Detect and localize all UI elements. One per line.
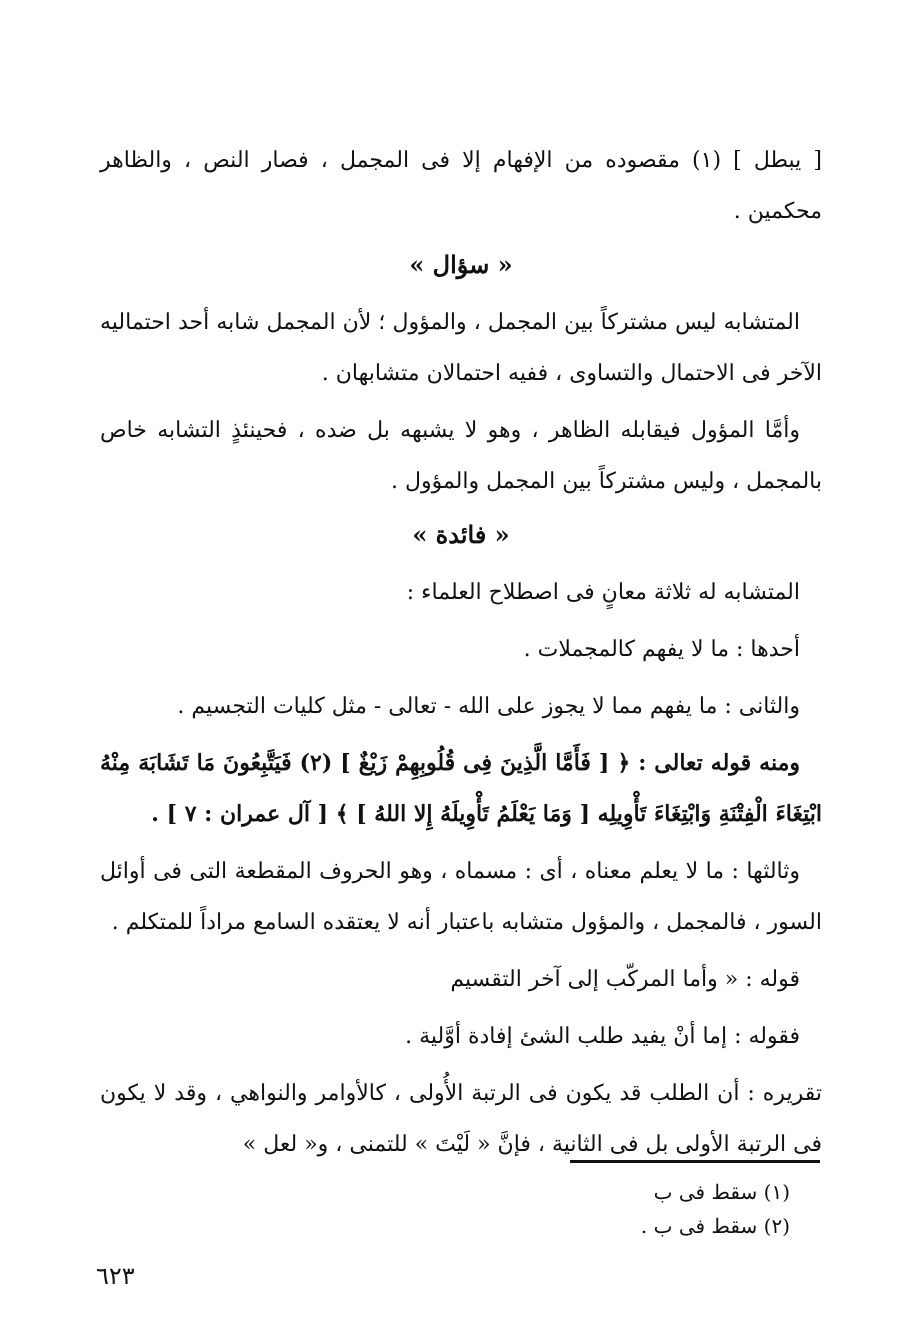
paragraph-continuation: [ يبطل ] (١) مقصوده من الإفهام إلا فى المجمل ، فصار النص ، والظاهر محكمين . [100,148,822,224]
paragraph-mutashabih-definition: المتشابه ليس مشتركاً بين المجمل ، والمؤول ؛ لأن المجمل شابه أحد احتماليه الآخر فى الاحتمال والتساوى ، ففيه احتمالان متشابهان . [100,310,822,386]
paragraph-second-meaning: والثانى : ما يفهم مما لا يجوز على الله - تعالى - مثل كليات التجسيم . [177,694,800,719]
paragraph-explanation: تقريره : أن الطلب قد يكون فى الرتبة الأُولى ، كالأوامر والنواهي ، وقد لا يكون فى الرتبة الأولى بل فى الثانية ، فإنَّ « لَيْتَ » للتمنى ، و« لعل » [100,1081,822,1157]
paragraph-muawwal: وأمَّا المؤول فيقابله الظاهر ، وهو لا يشبهه بل ضده ، فحينئذٍ التشابه خاص بالمجمل ، وليس مشتركاً بين المجمل والمؤول . [100,418,822,494]
heading-question: « سؤال » [409,250,513,279]
footnote-2: (٢) سقط فى ب . [640,1214,790,1238]
footnote-1: (١) سقط فى ب [653,1180,790,1204]
paragraph-third-meaning: وثالثها : ما لا يعلم معناه ، أى : مسماه ، وهو الحروف المقطعة التى فى أوائل السور ، فالمجمل ، والمؤول متشابه باعتبار أنه لا يعتقده السامع مراداً للمتكلم . [100,859,822,935]
paragraph-quran-quote: ومنه قوله تعالى : ﴿ [ فَأَمَّا الَّذِينَ فِى قُلُوبِهِمْ زَيْغٌ ] (٢) فَيَتَّبِعُونَ مَا تَشَابَهَ مِنْهُ ابْتِغَاءَ الْفِتْنَةِ وَابْتِغَاءَ تَأْوِيلِه [ وَمَا يَعْلَمُ تَأْوِيلَهُ إِلا اللهُ ] ﴾ [ آل عمران : ٧ ] . [100,750,822,827]
paragraph-three-meanings: المتشابه له ثلاثة معانٍ فى اصطلاح العلماء : [406,580,800,605]
paragraph-his-saying: قوله : « وأما المركّب إلى آخر التقسيم [450,967,800,992]
page-body [100,135,822,1176]
footnotes [420,1175,790,1243]
heading-benefit: « فائدة » [412,520,510,549]
paragraph-first-meaning: أحدها : ما لا يفهم كالمجملات . [523,637,800,662]
footnote-divider [570,1160,820,1163]
page-number: ٦٢٣ [96,1262,135,1290]
paragraph-so-his-saying: فقوله : إما أنْ يفيد طلب الشئ إفادة أوَّلية . [405,1024,800,1049]
